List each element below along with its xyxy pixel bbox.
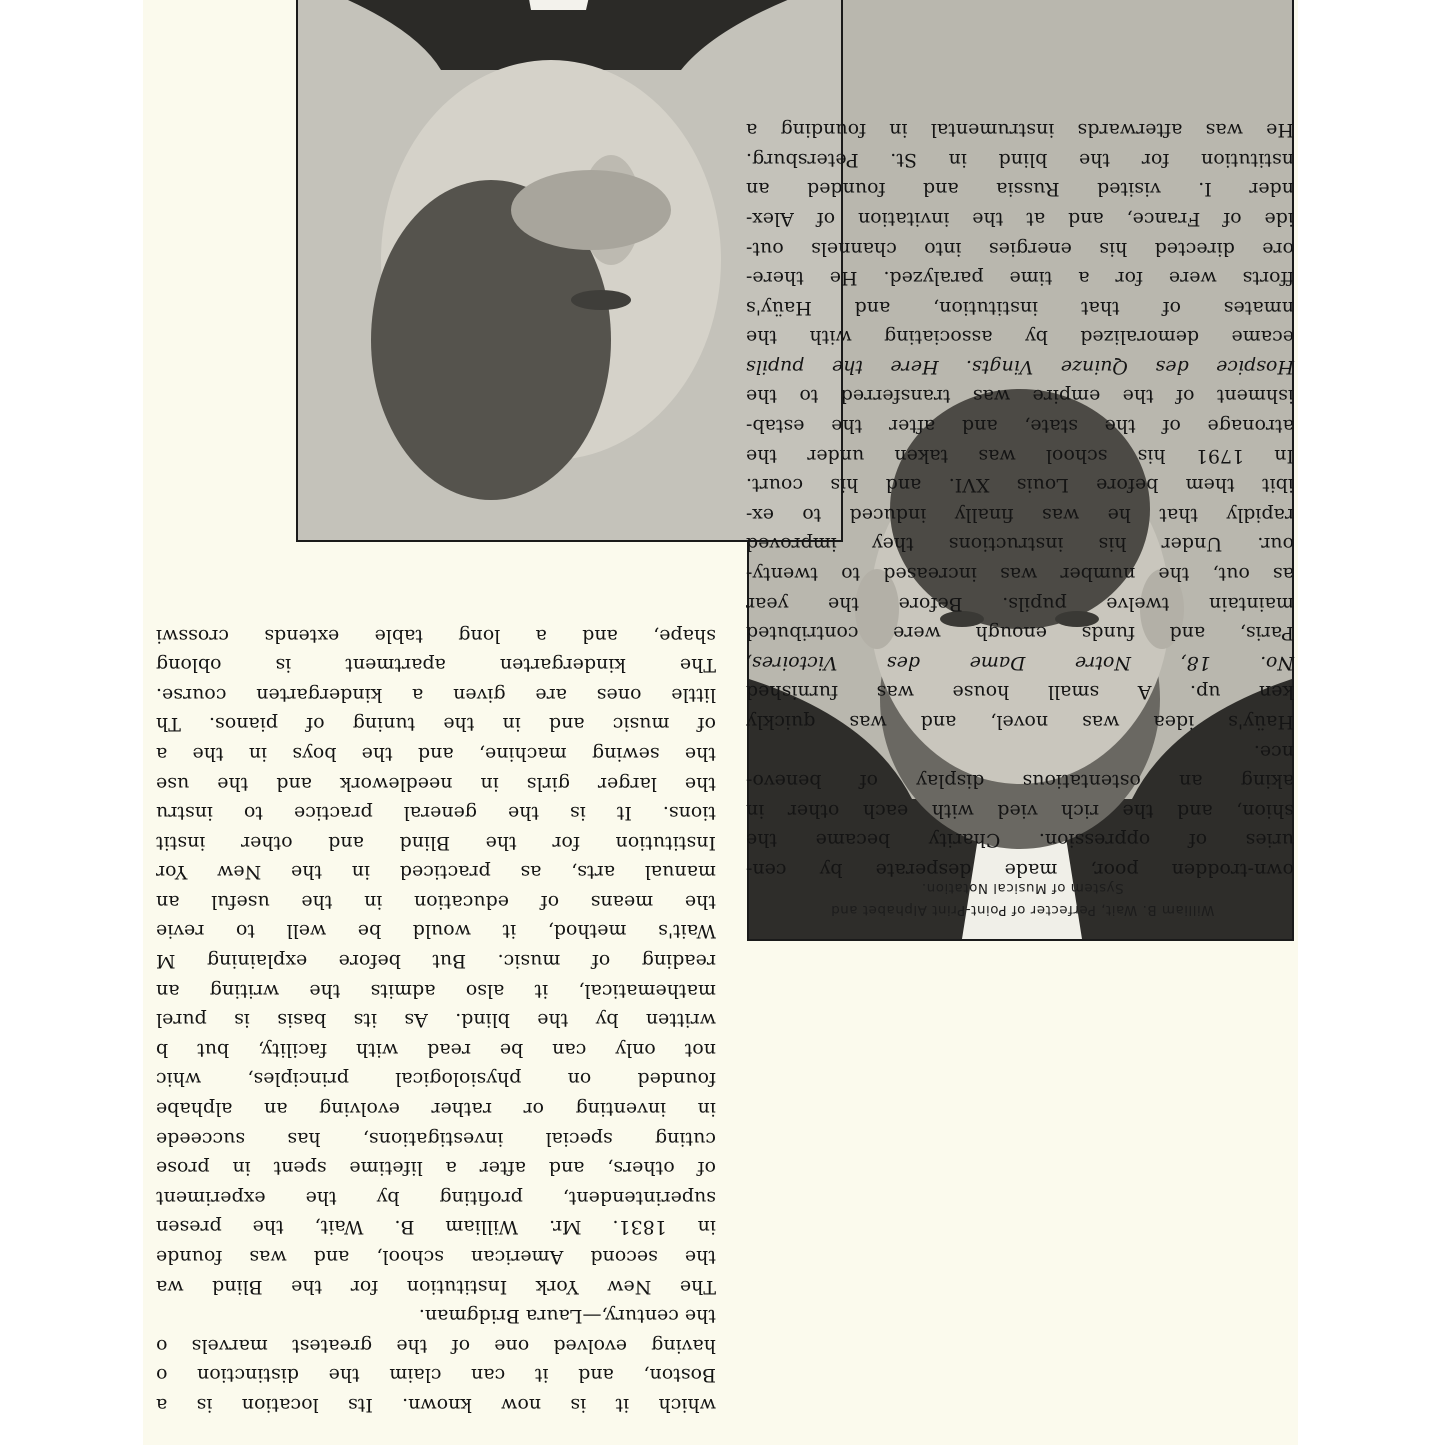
text-line: the larger girls in needlework and the use	[156, 772, 716, 795]
text-line: ishment of the empire was transferred to the	[746, 385, 1294, 408]
text-line: nstitution for the blind in St. Petersburg.	[746, 148, 1294, 171]
text-line: shion, and the rich vied with each other in	[746, 799, 1294, 822]
text-line: ide of France, and at the invitation of Alex-	[746, 207, 1294, 230]
text-line: the century,—Laura Bridgman.	[418, 1305, 716, 1328]
text-line: Boston, and it can claim the distinction o	[156, 1364, 716, 1387]
text-line: Institution for the Blind and other instit	[156, 831, 716, 854]
text-line: in inventing or rather evolving an alphabe	[156, 1098, 716, 1121]
text-line: the means of education in the useful an	[156, 890, 716, 913]
text-line: nmates of that institution, and Haüy's	[746, 296, 1294, 319]
caption-line-2: System of Musical Notation.	[921, 880, 1124, 896]
text-line: ibit them before Louis XVI. and his court.	[746, 474, 1294, 497]
text-line: Hospice des Quinze Vingts. Here the pupils	[746, 355, 1294, 378]
text-line: of music and in the tuning of pianos. Th	[156, 713, 716, 736]
text-line: nce.	[1253, 740, 1294, 763]
text-line: The New York Institution for the Blind wa	[156, 1275, 716, 1298]
text-line: of others, and after a lifetime spent in prose	[156, 1157, 716, 1180]
text-line: aking an ostentatious display of benevo-	[746, 770, 1294, 793]
text-line: little ones are given a kindergarten course.	[156, 683, 716, 706]
text-line: reading of music. But before explaining M	[156, 950, 716, 973]
text-line: own-trodden poor, made desperate by cen-	[746, 859, 1294, 881]
text-line: in 1831. Mr. William B. Wait, the presen	[156, 1216, 716, 1239]
text-line: In 1791 his school was taken under the	[746, 444, 1294, 467]
article-column-left	[746, 115, 1294, 884]
text-line: fforts were for a time paralyzed. He there-	[746, 267, 1294, 290]
text-line: having evolved one of the greatest marvels o	[156, 1334, 716, 1357]
text-line: founded on physiological principles, whic	[156, 1068, 716, 1091]
rotated-page-content	[143, 0, 1298, 1445]
text-line: Paris, and funds enough were contributed	[746, 622, 1294, 645]
text-line: shape, and a long table extends crosswi	[156, 624, 716, 647]
text-line: cuting special investigations, has succeede	[156, 1127, 716, 1150]
text-line: ecame demoralized by associating with the	[746, 326, 1294, 349]
text-line: our. Under his instructions they improved	[746, 533, 1294, 556]
text-line: superintendent, profiting by the experiment	[156, 1186, 716, 1209]
text-line: No. 18, Notre Dame des Victoires,	[746, 651, 1294, 674]
text-line: ken up. A small house was furnished	[746, 681, 1294, 704]
text-line: The kindergarten apartment is oblong	[156, 654, 716, 677]
text-line: rapidly that he was finally induced to ex-	[746, 503, 1294, 526]
text-line: written by the blind. As its basis is purel	[156, 1009, 716, 1032]
text-line: atronage of the state, and after the estab-	[746, 415, 1294, 438]
article-column-right	[156, 620, 716, 1419]
text-line: nder I. visited Russia and founded an	[746, 178, 1294, 201]
text-line: tions. It is the general practice to instru	[156, 802, 716, 825]
text-line: maintain twelve pupils. Before the year	[746, 592, 1294, 615]
text-line: not only can be read with facility, but b	[156, 1038, 716, 1061]
text-line: the second American school, and was founde	[156, 1246, 716, 1269]
text-line: Wait's method, it would be well to revie	[156, 920, 716, 943]
text-line: uries of oppression. Charity became the	[746, 829, 1294, 852]
text-line: manual arts, as practiced in the New Yor	[156, 861, 716, 884]
magazine-page	[143, 0, 1298, 1445]
text-line: He was afterwards instrumental in founding a	[746, 119, 1294, 142]
caption-line-1: William B. Wait, Perfecter of Point-Print Alphabet and	[830, 902, 1215, 918]
text-line: Haüy's idea was novel, and was quickly	[746, 711, 1294, 734]
text-line: ore directed his energies into channels out-	[746, 237, 1294, 260]
text-line: as out, the number was increased to twenty-	[746, 563, 1294, 586]
text-line: which it is now known. Its location is a	[156, 1394, 716, 1416]
text-line: mathematical, it also admits the writing an	[156, 979, 716, 1002]
text-line: the sewing machine, and the boys in the a	[156, 742, 716, 765]
